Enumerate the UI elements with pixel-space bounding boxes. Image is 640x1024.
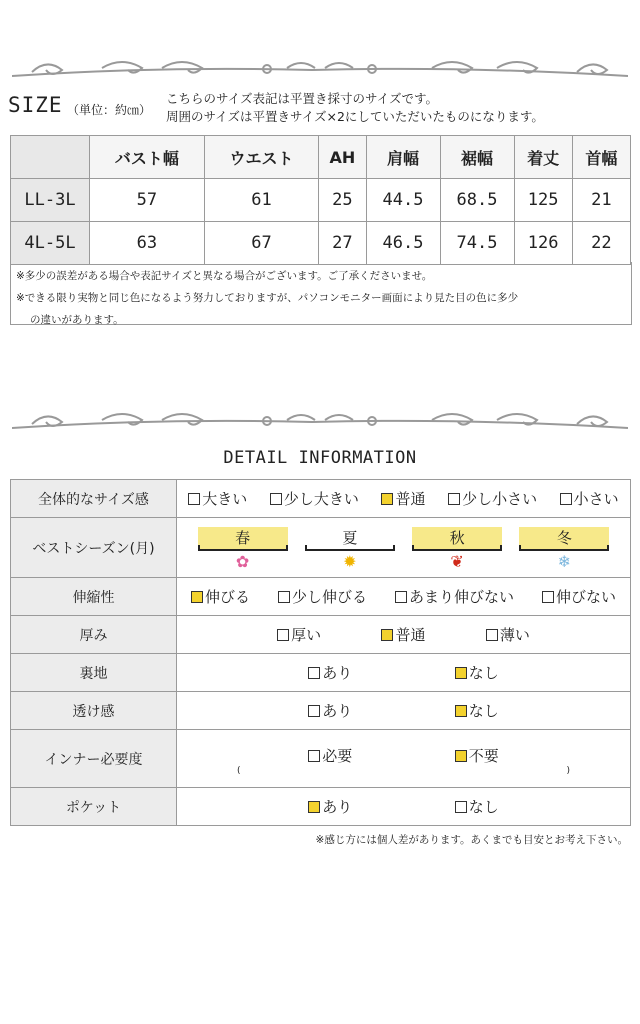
inner-note-parentheses [177, 766, 630, 778]
paren-open: ( [237, 766, 241, 776]
snowflake-icon: ❄ [557, 551, 572, 571]
detail-label: ベストシーズン(月) [11, 518, 177, 578]
column-header: バスト幅 [90, 136, 205, 179]
unchecked-box-icon [278, 591, 290, 603]
table-cell: 68.5 [440, 179, 514, 222]
scroll-ornament-icon [12, 404, 628, 434]
unchecked-box-icon [560, 493, 572, 505]
size-unit: （単位：約㎝） [67, 103, 152, 117]
maple-leaf-icon: ❦ [450, 551, 464, 571]
detail-label: 透け感 [11, 692, 177, 730]
ornament-divider-middle [12, 404, 628, 434]
detail-row-size-feel [11, 480, 631, 518]
option-item [188, 488, 247, 509]
option-item [308, 796, 352, 817]
column-header: 首幅 [572, 136, 630, 179]
size-table-header [11, 136, 631, 179]
detail-footnote: ※感じ方には個人差があります。あくまでも目安とお考え下さい。 [315, 834, 628, 846]
option-label: 普通 [395, 626, 426, 644]
option-group [177, 796, 630, 817]
option-label: 厚い [291, 626, 322, 644]
detail-row-sheerness [11, 692, 631, 730]
season-item [519, 525, 609, 571]
table-cell: 27 [319, 222, 366, 265]
unchecked-box-icon [448, 493, 460, 505]
option-label: あり [322, 798, 353, 816]
option-item [191, 586, 250, 607]
checked-box-icon [455, 705, 467, 717]
column-header: 裾幅 [440, 136, 514, 179]
unchecked-box-icon [188, 493, 200, 505]
unchecked-box-icon [308, 667, 320, 679]
size-table-corner [11, 136, 90, 179]
ornament-divider-top [12, 52, 628, 82]
option-group [177, 586, 630, 607]
flower-icon: ✿ [235, 551, 250, 571]
season-name: 秋 [412, 527, 502, 551]
option-label: あり [322, 702, 353, 720]
unchecked-box-icon [486, 629, 498, 641]
table-cell: 67 [204, 222, 319, 265]
option-label: 少し大きい [283, 490, 359, 508]
row-label: LL-3L [11, 179, 90, 222]
size-table [10, 135, 631, 265]
column-header: 肩幅 [366, 136, 440, 179]
option-label: あまり伸びない [408, 588, 514, 606]
option-item [455, 700, 499, 721]
table-cell: 125 [514, 179, 572, 222]
detail-row-pocket [11, 788, 631, 826]
detail-row-stretch [11, 578, 631, 616]
detail-row-lining [11, 654, 631, 692]
option-label: 薄い [499, 626, 530, 644]
checked-box-icon [191, 591, 203, 603]
unchecked-box-icon [455, 801, 467, 813]
detail-label: 伸縮性 [11, 578, 177, 616]
option-group [177, 662, 630, 683]
table-cell: 57 [90, 179, 205, 222]
table-cell: 46.5 [366, 222, 440, 265]
option-label: 少し小さい [462, 490, 538, 508]
table-cell: 25 [319, 179, 366, 222]
detail-table [10, 479, 631, 826]
detail-label: インナー必要度 [11, 730, 177, 788]
table-row [11, 222, 631, 265]
size-title: SIZE [8, 93, 63, 117]
row-label: 4L-5L [11, 222, 90, 265]
table-cell: 61 [204, 179, 319, 222]
checked-box-icon [455, 667, 467, 679]
unchecked-box-icon [277, 629, 289, 641]
detail-label: 厚み [11, 616, 177, 654]
option-item [278, 586, 367, 607]
detail-label: 全体的なサイズ感 [11, 480, 177, 518]
table-cell: 126 [514, 222, 572, 265]
option-item [270, 488, 359, 509]
detail-row-inner [11, 730, 631, 788]
option-item [277, 624, 321, 645]
paren-close: ) [566, 766, 570, 776]
option-label: 不要 [468, 747, 499, 765]
option-label: 普通 [395, 490, 426, 508]
option-group [177, 624, 630, 645]
season-group [177, 525, 630, 571]
option-group [177, 745, 630, 766]
detail-label: 裏地 [11, 654, 177, 692]
option-item [542, 586, 616, 607]
season-name: 冬 [519, 527, 609, 551]
season-item [198, 525, 288, 571]
option-group [177, 700, 630, 721]
table-cell: 74.5 [440, 222, 514, 265]
option-label: 小さい [573, 490, 619, 508]
option-item [448, 488, 537, 509]
unchecked-box-icon [395, 591, 407, 603]
season-name: 春 [198, 527, 288, 551]
option-item [381, 488, 425, 509]
size-note-2: 周囲のサイズは平置きサイズ×2にしていただいたものになります。 [166, 109, 544, 124]
checked-box-icon [455, 750, 467, 762]
option-item [308, 745, 352, 766]
table-cell: 63 [90, 222, 205, 265]
option-item [308, 700, 352, 721]
table-cell: 21 [572, 179, 630, 222]
table-row [11, 179, 631, 222]
remark-line: ※できる限り実物と同じ色になるよう努力しておりますが、パソコンモニター画面により見た目の色に多少 [16, 292, 519, 304]
table-cell: 22 [572, 222, 630, 265]
season-item [305, 525, 395, 571]
checked-box-icon [381, 493, 393, 505]
option-item [455, 662, 499, 683]
unchecked-box-icon [308, 705, 320, 717]
option-label: なし [468, 702, 499, 720]
unchecked-box-icon [270, 493, 282, 505]
detail-row-thickness [11, 616, 631, 654]
option-label: なし [468, 798, 499, 816]
option-item [308, 662, 352, 683]
season-item [412, 525, 502, 571]
option-group [177, 488, 630, 509]
size-remarks [10, 262, 632, 325]
option-label: あり [322, 664, 353, 682]
column-header: 着丈 [514, 136, 572, 179]
checked-box-icon [308, 801, 320, 813]
unchecked-box-icon [542, 591, 554, 603]
option-label: 伸びない [555, 588, 616, 606]
size-note-1: こちらのサイズ表記は平置き採寸のサイズです。 [166, 91, 439, 106]
option-item [486, 624, 530, 645]
option-item [455, 745, 499, 766]
column-header: AH [319, 136, 366, 179]
detail-title: DETAIL INFORMATION [223, 448, 417, 468]
option-label: 大きい [202, 490, 248, 508]
detail-row-season [11, 518, 631, 578]
sunflower-icon: ✹ [343, 551, 357, 571]
option-item [395, 586, 514, 607]
option-item [381, 624, 425, 645]
option-item [455, 796, 499, 817]
option-label: 伸びる [204, 588, 250, 606]
option-label: 必要 [322, 747, 353, 765]
option-label: 少し伸びる [291, 588, 367, 606]
unchecked-box-icon [308, 750, 320, 762]
remark-line: の違いがあります。 [30, 314, 124, 326]
remark-line: ※多少の誤差がある場合や表記サイズと異なる場合がございます。ご了承くださいませ。 [16, 270, 433, 282]
season-name: 夏 [305, 527, 395, 551]
checked-box-icon [381, 629, 393, 641]
option-label: なし [468, 664, 499, 682]
scroll-ornament-icon [12, 52, 628, 82]
table-cell: 44.5 [366, 179, 440, 222]
option-item [560, 488, 619, 509]
detail-label: ポケット [11, 788, 177, 826]
column-header: ウエスト [204, 136, 319, 179]
